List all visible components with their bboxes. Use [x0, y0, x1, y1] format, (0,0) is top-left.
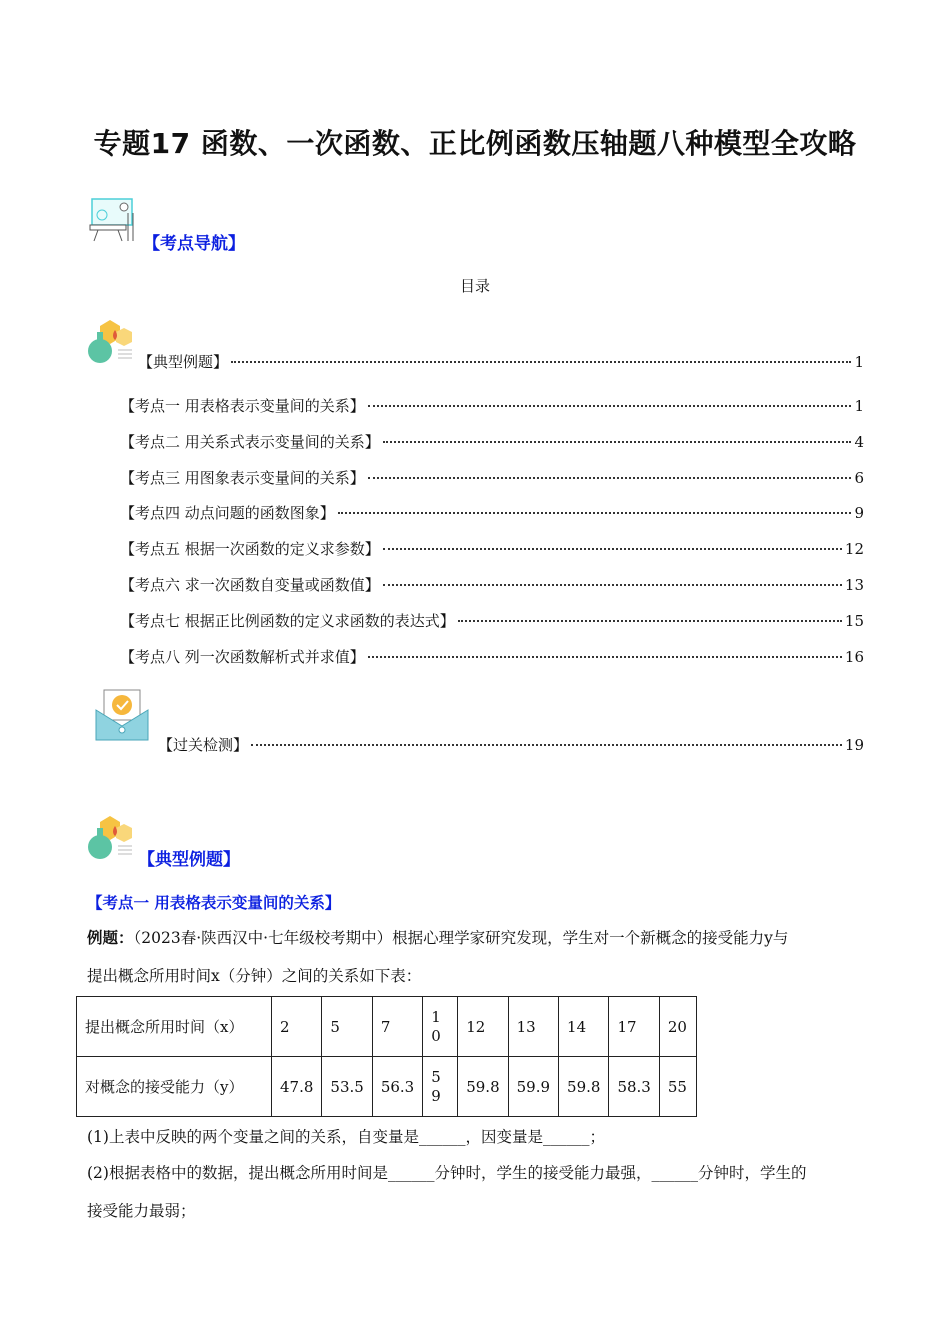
example-label: 例题：: [87, 928, 134, 947]
example-line-2: 提出概念所用时间x（分钟）之间的关系如下表：: [87, 967, 422, 985]
page-title: 专题17 函数、一次函数、正比例函数压轴题八种模型全攻略: [93, 127, 857, 160]
toc-item[interactable]: [120, 467, 864, 488]
table-cell: 12: [458, 997, 508, 1057]
table-row: [77, 1057, 697, 1117]
toc-label: 【考点四 动点问题的函数图象】: [120, 504, 335, 522]
toc-item[interactable]: [120, 502, 864, 523]
toc-page: 13: [844, 576, 864, 594]
table-cell: 14: [559, 997, 609, 1057]
table-cell: 5: [322, 997, 372, 1057]
toc-label: 【典型例题】: [138, 353, 229, 371]
toc-leader: [458, 620, 842, 622]
table-cell: 2: [272, 997, 322, 1057]
topic-heading: 【考点一 用表格表示变量间的关系】: [87, 894, 341, 912]
toc-item[interactable]: [120, 610, 864, 631]
toc-item-examples[interactable]: [138, 351, 864, 372]
table-cell: 7: [372, 997, 422, 1057]
question-2: (2)根据表格中的数据，提出概念所用时间是______分钟时，学生的接受能力最强，______分钟时，学生的: [87, 1164, 807, 1182]
toc-leader: [338, 512, 852, 514]
teaching-board-icon: [88, 193, 138, 243]
data-table: [76, 996, 697, 1117]
toc-label: 【考点二 用关系式表示变量间的关系】: [120, 433, 380, 451]
table-cell: 1 0: [423, 997, 458, 1057]
row-header: 对概念的接受能力（y）: [77, 1057, 272, 1117]
section-heading: 【典型例题】: [138, 850, 240, 870]
toc-page: 12: [844, 540, 864, 558]
toc-label: 【考点七 根据正比例函数的定义求函数的表达式】: [120, 612, 455, 630]
toc-page: 6: [854, 469, 864, 487]
table-cell: 47.8: [272, 1057, 322, 1117]
table-cell: 20: [659, 997, 696, 1057]
toc-leader: [383, 441, 852, 443]
toc-page: 16: [844, 648, 864, 666]
toc-label: 【考点五 根据一次函数的定义求参数】: [120, 540, 380, 558]
toc-item[interactable]: [120, 574, 864, 595]
toc-item[interactable]: [120, 538, 864, 559]
toc-leader: [368, 656, 842, 658]
toc-leader: [231, 361, 851, 363]
table-cell: 55: [659, 1057, 696, 1117]
table-cell: 56.3: [372, 1057, 422, 1117]
example-text: （2023春·陕西汉中·七年级校考期中）根据心理学家研究发现，学生对一个新概念的接受能力y与: [133, 929, 789, 947]
table-cell: 17: [609, 997, 659, 1057]
table-cell: 13: [508, 997, 558, 1057]
question-1: (1)上表中反映的两个变量之间的关系，自变量是______，因变量是______；: [87, 1128, 605, 1146]
toc-item[interactable]: [120, 395, 864, 416]
toc-label: 【过关检测】: [158, 736, 249, 754]
toc-label: 【考点一 用表格表示变量间的关系】: [120, 397, 365, 415]
toc-item-check[interactable]: [158, 734, 864, 755]
row-header: 提出概念所用时间（x）: [77, 997, 272, 1057]
flask-icon: [86, 814, 136, 860]
table-cell: 59.8: [458, 1057, 508, 1117]
toc-page: 15: [844, 612, 864, 630]
table-cell: 58.3: [609, 1057, 659, 1117]
example-line-1: [87, 926, 788, 948]
toc-label: 【考点六 求一次函数自变量或函数值】: [120, 576, 380, 594]
table-row: [77, 997, 697, 1057]
toc-page: 9: [854, 504, 864, 522]
table-cell: 5 9: [423, 1057, 458, 1117]
toc-label: 【考点八 列一次函数解析式并求值】: [120, 648, 365, 666]
toc-leader: [383, 584, 842, 586]
table-cell: 59.8: [559, 1057, 609, 1117]
toc-label: 【考点三 用图象表示变量间的关系】: [120, 469, 365, 487]
toc-item[interactable]: [120, 646, 864, 667]
toc-leader: [368, 405, 852, 407]
toc-page: 1: [854, 397, 864, 415]
toc-leader: [251, 744, 842, 746]
toc-page: 4: [854, 433, 864, 451]
toc-page: 19: [844, 736, 864, 754]
table-cell: 53.5: [322, 1057, 372, 1117]
toc-leader: [383, 548, 842, 550]
toc-title: 目录: [459, 277, 490, 295]
table-cell: 59.9: [508, 1057, 558, 1117]
envelope-check-icon: [94, 688, 150, 742]
flask-icon: [86, 318, 136, 364]
question-2-cont: 接受能力最弱；: [87, 1202, 196, 1220]
toc-page: 1: [854, 353, 864, 371]
nav-heading: 【考点导航】: [143, 234, 245, 254]
toc-item[interactable]: [120, 431, 864, 452]
toc-leader: [368, 477, 852, 479]
